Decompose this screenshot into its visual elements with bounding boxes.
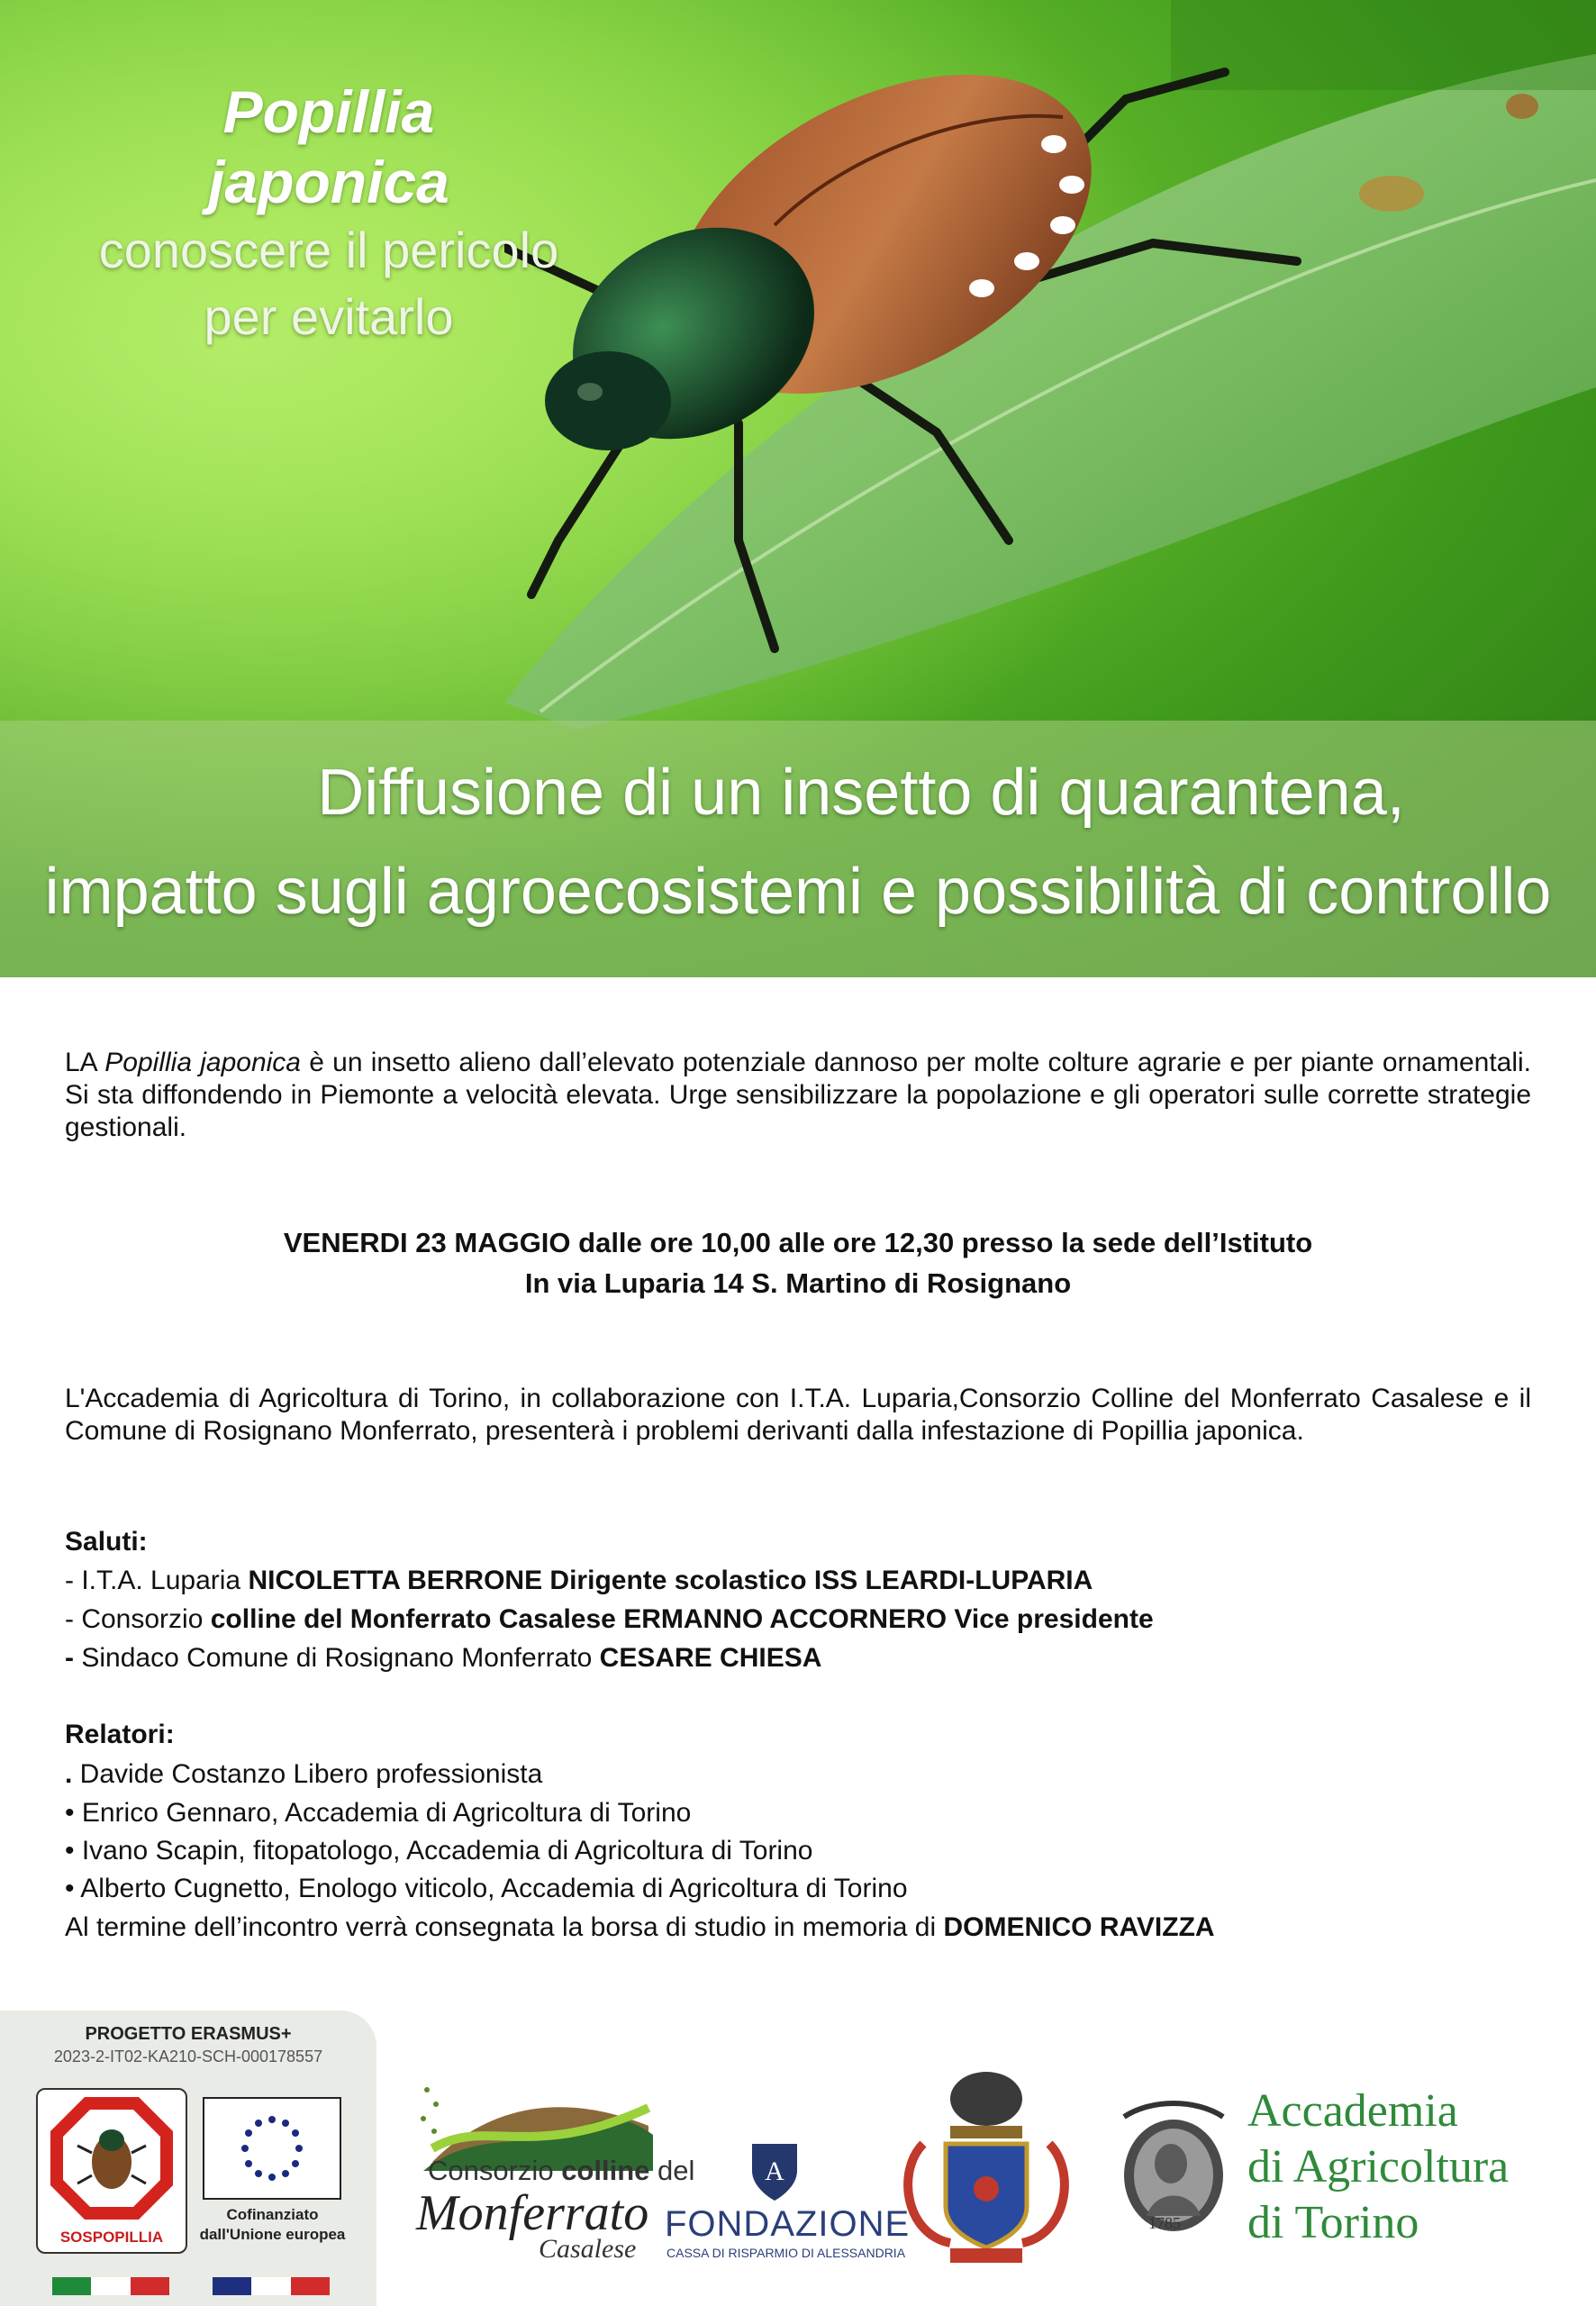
saluti-item-prefix: - Consorzio: [65, 1604, 211, 1634]
accademia-name: [1247, 2084, 1509, 2251]
intro-text: è un insetto alieno dall’elevato potenziale dannoso per molte colture agrarie e per piante ornamentali. Si sta diffondendo in Piemonte a velocità elevata. Urge sensibilizzare la popolazione e gli operatori sulle corrette strategie gestionali.: [65, 1048, 1532, 1142]
eu-flag-logo: [203, 2097, 341, 2200]
relatori-text: Davide Costanzo Libero professionista: [72, 1759, 543, 1789]
relatori-item: [65, 1757, 542, 1793]
stop-sign-icon: [38, 2090, 186, 2252]
saluti-item: [65, 1563, 1093, 1599]
consorzio-line-2: Monferrato: [416, 2185, 649, 2241]
hero-title: Popillia japonica: [208, 78, 449, 215]
accademia-line-1: Accademia: [1247, 2085, 1458, 2137]
intro-lead: LA: [65, 1048, 105, 1077]
consorzio-line-3: Casalese: [539, 2234, 637, 2264]
consorzio-word-2: colline: [561, 2155, 650, 2186]
eu-cofund-label: [189, 2205, 356, 2245]
relatori-bullet: •: [65, 1836, 75, 1866]
accademia-year: 1785: [1148, 2214, 1181, 2232]
hero-image: [0, 0, 1596, 977]
relatori-bullet: .: [65, 1759, 73, 1789]
italy-flag-icon: [52, 2277, 169, 2295]
beetle-illustration: [504, 36, 1351, 685]
event-venue-line: In via Luparia 14 S. Martino di Rosignano: [524, 1267, 1072, 1299]
hero-band-line-2: impatto sugli agroecosistemi e possibilità di controllo: [44, 856, 1552, 928]
saluti-item-prefix: - I.T.A. Luparia: [65, 1566, 249, 1595]
relatori-item: [65, 1833, 812, 1869]
relatori-item: [65, 1795, 691, 1831]
hero-subtitle-1: conoscere il pericolo: [98, 222, 559, 278]
accademia-line-3: di Torino: [1247, 2197, 1419, 2248]
intro-species: Popillia japonica: [104, 1048, 301, 1077]
consorzio-word-3: del: [657, 2155, 695, 2186]
saluti-item: [65, 1640, 821, 1676]
saluti-item-name: NICOLETTA BERRONE Dirigente scolastico ISS LEARDI-LUPARIA: [248, 1566, 1093, 1595]
relatori-text: Enrico Gennaro, Accademia di Agricoltura di Torino: [74, 1798, 692, 1828]
saluti-item-prefix: Sindaco Comune di Rosignano Monferrato: [74, 1643, 600, 1673]
relatori-text: Alberto Cugnetto, Enologo viticolo, Accademia di Agricoltura di Torino: [74, 1874, 908, 1903]
closing-text: Al termine dell’incontro verrà consegnata la borsa di studio in memoria di: [65, 1912, 944, 1942]
closing-name: DOMENICO RAVIZZA: [943, 1912, 1215, 1942]
relatori-text: Ivano Scapin, fitopatologo, Accademia di Agricoltura di Torino: [74, 1836, 813, 1866]
consorzio-line-1: [428, 2155, 694, 2187]
consorzio-word-1: Consorzio: [428, 2155, 554, 2186]
description-paragraph: L'Accademia di Agricoltura di Torino, in collaborazione con I.T.A. Luparia,Consorzio Colline del Monferrato Casalese e il Comune di Rosignano Monferrato, presenterà i problemi derivanti dalla infestazione di Popillia japonica.: [65, 1384, 1531, 1446]
fondazione-emblem-icon: [748, 2139, 802, 2202]
saluti-item: [65, 1602, 1154, 1638]
relatori-item: [65, 1871, 908, 1907]
saluti-item-dash: -: [65, 1643, 74, 1673]
closing-line: [65, 1910, 1215, 1946]
hero-band-line-1: Diffusione di un insetto di quarantena,: [317, 757, 1405, 829]
eu-stars-icon: [204, 2099, 340, 2198]
france-flag-icon: [213, 2277, 330, 2295]
relatori-bullet: •: [65, 1798, 75, 1828]
eu-cofund-line-2: dall'Unione europea: [199, 2226, 346, 2243]
erasmus-code: 2023-2-IT02-KA210-SCH-000178557: [53, 2047, 323, 2065]
eu-cofund-line-1: Cofinanziato: [226, 2206, 319, 2223]
event-date-line: VENERDI 23 MAGGIO dalle ore 10,00 alle ore 12,30 presso la sede dell’Istituto: [283, 1227, 1313, 1258]
saluti-heading: Saluti:: [65, 1527, 148, 1557]
fondazione-name: FONDAZIONE: [665, 2204, 911, 2244]
hero-title-block: [95, 77, 563, 350]
relatori-heading: Relatori:: [65, 1720, 175, 1749]
rosignano-coat-of-arms-icon: [896, 2063, 1076, 2270]
sospopillia-logo: [36, 2088, 187, 2254]
erasmus-title: PROGETTO ERASMUS+: [85, 2024, 292, 2044]
accademia-line-2: di Agricoltura: [1247, 2141, 1510, 2193]
sos-logo-text: SOSPOPILLIA: [59, 2229, 164, 2246]
svg-text:A: A: [765, 2156, 784, 2186]
relatori-bullet: •: [65, 1874, 75, 1903]
intro-paragraph: [65, 1047, 1531, 1144]
fondazione-subtitle: CASSA DI RISPARMIO DI ALESSANDRIA: [667, 2246, 906, 2260]
hero-subtitle-2: per evitarlo: [204, 288, 454, 345]
saluti-item-name: CESARE CHIESA: [599, 1643, 822, 1673]
saluti-item-name: colline del Monferrato Casalese ERMANNO ACCORNERO Vice presidente: [210, 1604, 1154, 1634]
